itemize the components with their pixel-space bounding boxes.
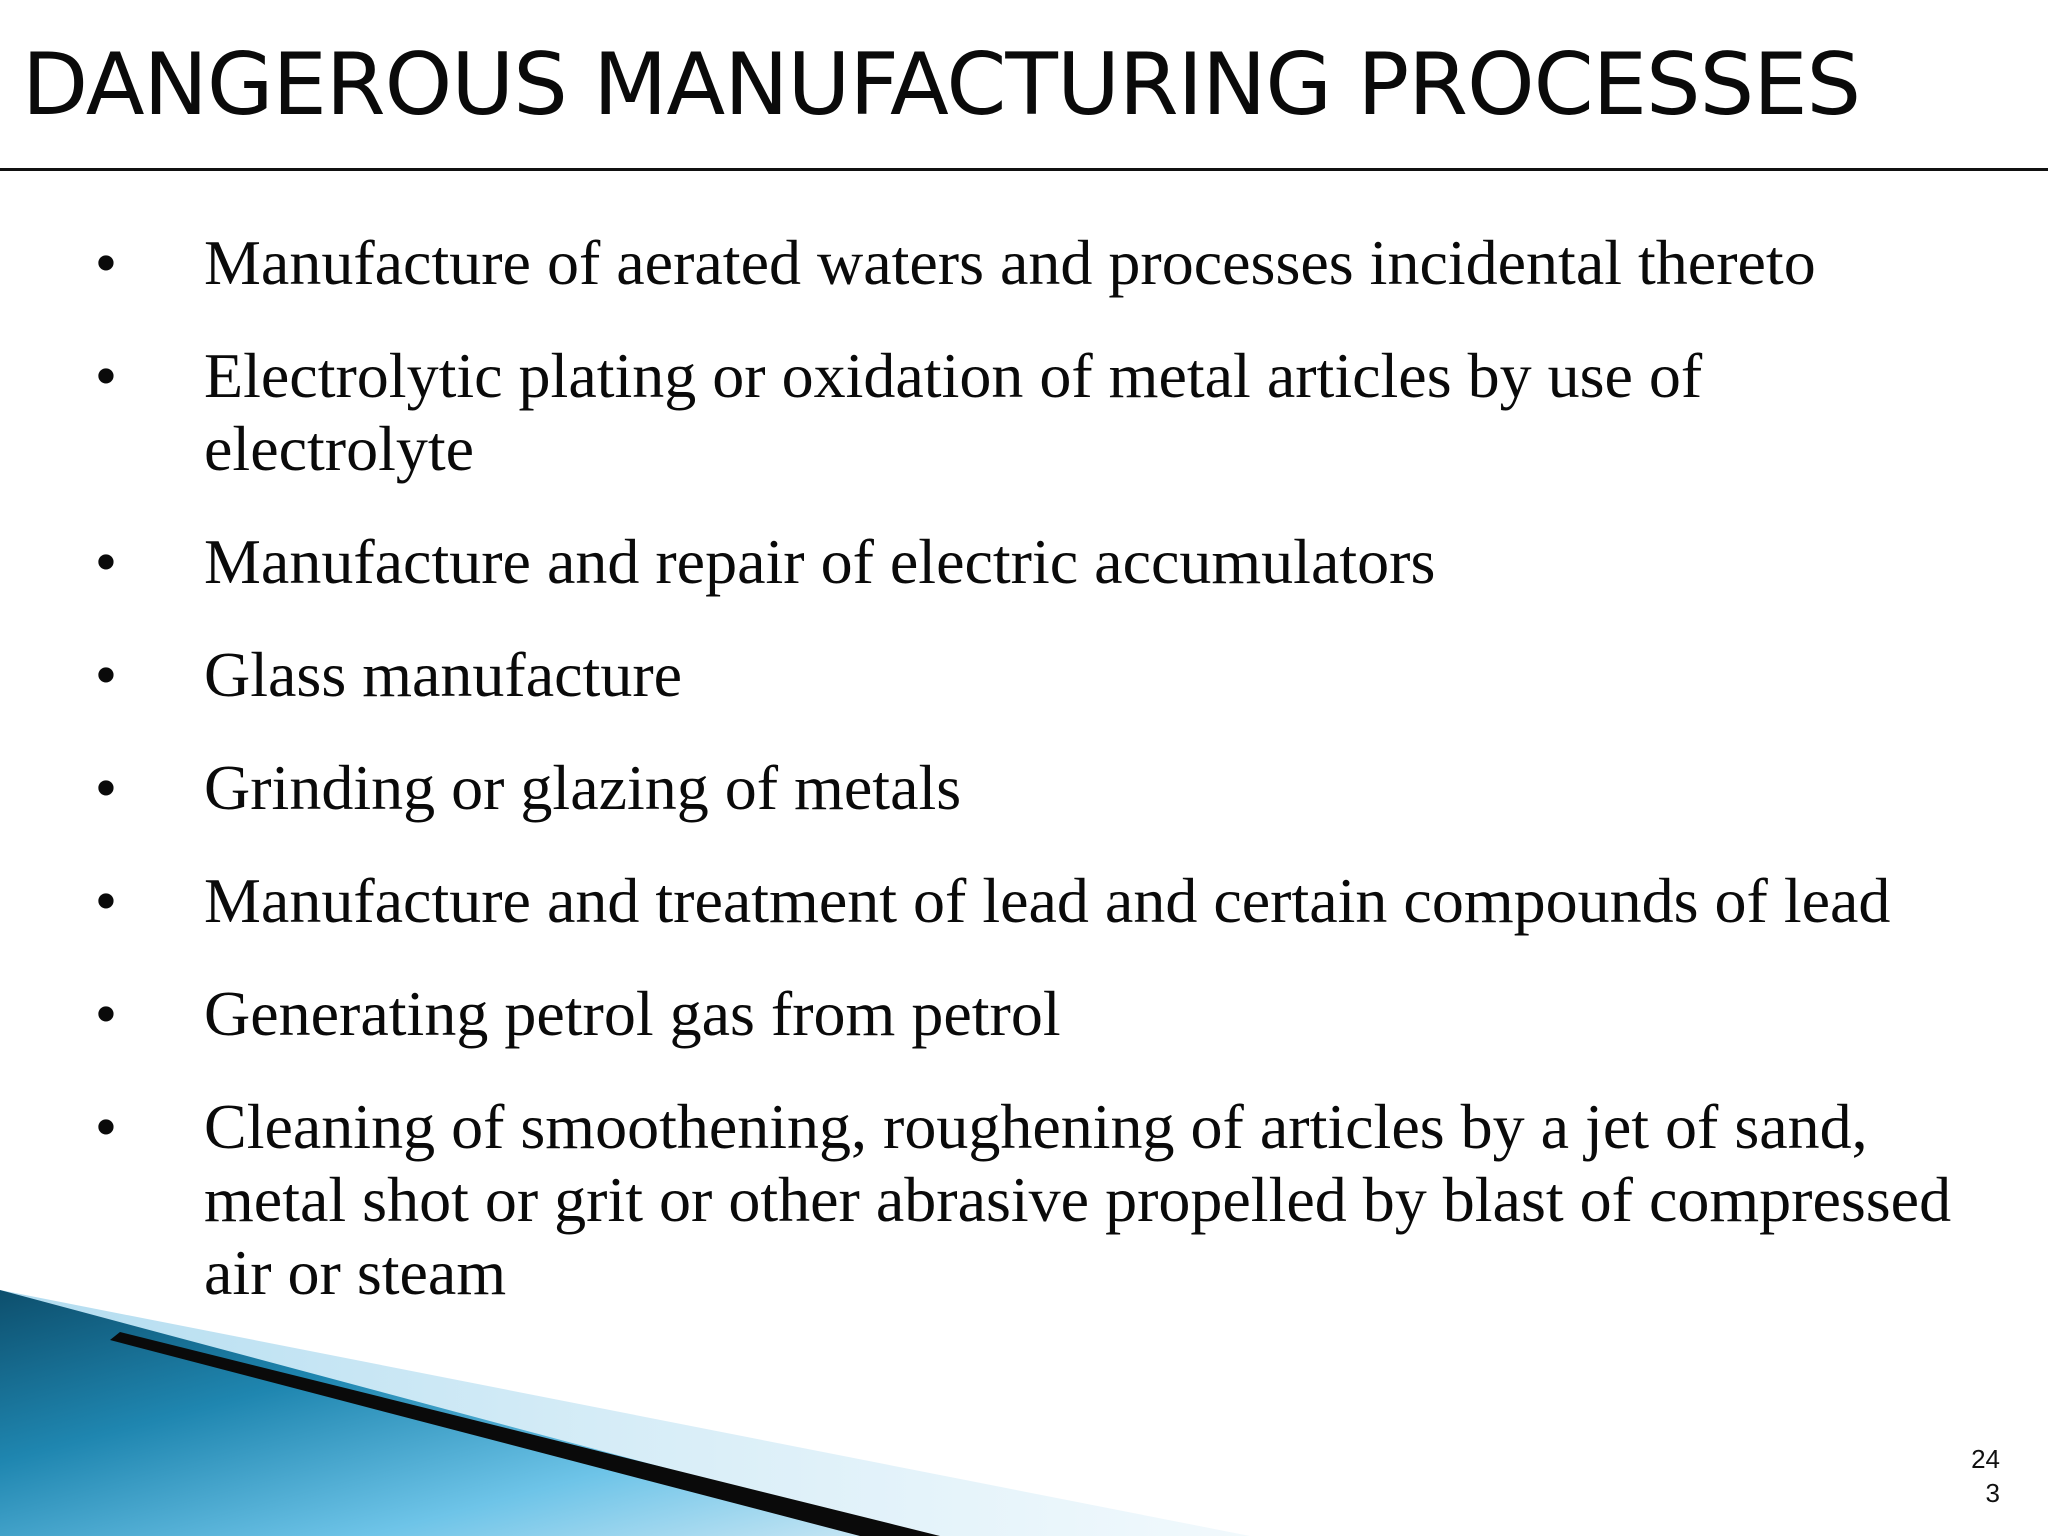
list-item-text: Generating petrol gas from petrol: [204, 978, 1061, 1049]
list-item-text: Cleaning of smoothening, roughening of articles by a jet of sand, metal shot or grit or other abrasive propelled by blast of compressed air or steam: [204, 1091, 1952, 1308]
bullet-marker: •: [94, 1091, 118, 1162]
bullet-marker: •: [94, 865, 118, 936]
bullet-marker: •: [94, 752, 118, 823]
list-item: [0, 977, 2048, 1050]
bullet-marker: •: [94, 227, 118, 298]
list-item-text: Glass manufacture: [204, 639, 683, 710]
list-item: [0, 525, 2048, 598]
list-item: [0, 226, 2048, 299]
list-item: [0, 1090, 2048, 1309]
list-item-text: Manufacture and repair of electric accumulators: [204, 526, 1436, 597]
slide-title: DANGEROUS MANUFACTURING PROCESSES: [22, 35, 1861, 135]
bullet-marker: •: [94, 978, 118, 1049]
bullet-marker: •: [94, 340, 118, 411]
list-item-text: Electrolytic plating or oxidation of metal articles by use of electrolyte: [204, 340, 1703, 484]
title-divider: [0, 168, 2048, 171]
list-item: [0, 864, 2048, 937]
list-item-text: Manufacture and treatment of lead and certain compounds of lead: [204, 865, 1891, 936]
bullet-marker: •: [94, 639, 118, 710]
list-item: [0, 751, 2048, 824]
bullet-list: [0, 226, 2048, 1349]
list-item-text: Grinding or glazing of metals: [204, 752, 962, 823]
list-item-text: Manufacture of aerated waters and processes incidental thereto: [204, 227, 1816, 298]
page-number: 24 3: [1971, 1444, 2000, 1508]
bullet-marker: •: [94, 526, 118, 597]
list-item: [0, 339, 2048, 485]
list-item: [0, 638, 2048, 711]
